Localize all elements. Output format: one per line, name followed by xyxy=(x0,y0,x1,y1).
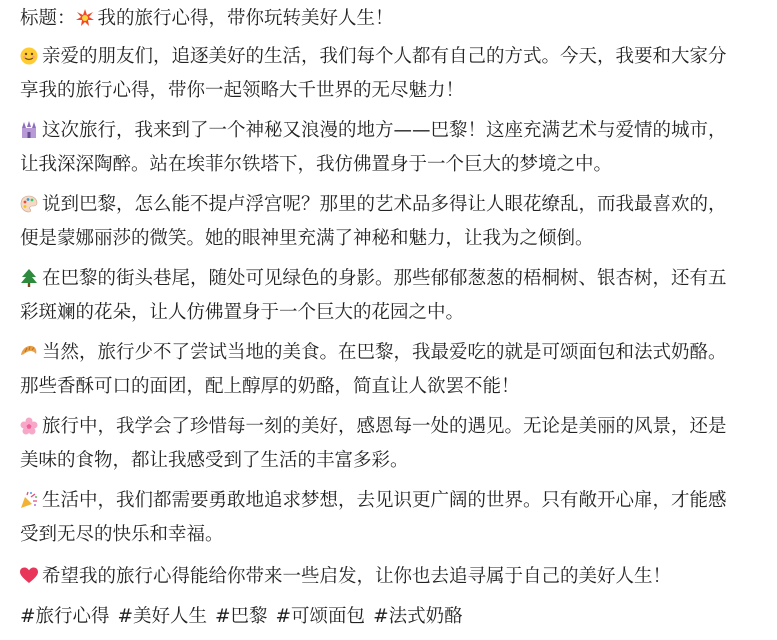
tree-icon xyxy=(20,269,38,287)
paragraph-line: 享我的旅行心得，带你一起领略大千世界的无尽魅力！ xyxy=(20,80,465,101)
hashtag[interactable]: #法式奶酪 xyxy=(373,606,463,627)
paragraph-line: 受到无尽的快乐和幸福。 xyxy=(20,524,224,545)
paragraph-paris xyxy=(20,114,765,182)
paragraph-louvre xyxy=(20,188,765,256)
paragraph-line: 这次旅行，我来到了一个神秘又浪漫的地方——巴黎！这座充满艺术与爱情的城市， xyxy=(42,120,727,141)
party-popper-icon xyxy=(20,491,38,509)
paragraph-line: 说到巴黎，怎么能不提卢浮宫呢？那里的艺术品多得让人眼花缭乱，而我最喜欢的， xyxy=(42,194,727,215)
paragraph-closing xyxy=(20,560,765,594)
title-line xyxy=(20,2,765,36)
heart-icon xyxy=(20,567,38,585)
paragraph-gratitude xyxy=(20,410,765,478)
paragraph-line: 当然，旅行少不了尝试当地的美食。在巴黎，我最爱吃的就是可颂面包和法式奶酪。 xyxy=(42,342,727,363)
paragraph-dreams xyxy=(20,484,765,552)
paragraph-line: 希望我的旅行心得能给你带来一些启发，让你也去追寻属于自己的美好人生！ xyxy=(42,566,672,587)
croissant-icon xyxy=(20,343,38,361)
burst-icon xyxy=(76,9,94,27)
paragraph-line: 便是蒙娜丽莎的微笑。她的眼神里充满了神秘和魅力，让我为之倾倒。 xyxy=(20,228,594,249)
paragraph-food xyxy=(20,336,765,404)
palette-icon xyxy=(20,195,38,213)
paragraph-greenery xyxy=(20,262,765,330)
smiley-face-icon xyxy=(20,47,38,65)
paragraph-line: 在巴黎的街头巷尾，随处可见绿色的身影。那些郁郁葱葱的梧桐树、银杏树，还有五 xyxy=(42,268,727,289)
blossom-icon xyxy=(20,417,38,435)
hashtag[interactable]: #可颂面包 xyxy=(275,606,366,627)
paragraph-line: 生活中，我们都需要勇敢地追求梦想，去见识更广阔的世界。只有敞开心扉，才能感 xyxy=(42,490,727,511)
hashtag-list xyxy=(20,600,765,634)
paragraph-line: 那些香酥可口的面团，配上醇厚的奶酪，简直让人欲罢不能！ xyxy=(20,376,520,397)
title-text: 我的旅行心得，带你玩转美好人生！ xyxy=(97,8,394,29)
hashtag[interactable]: #美好人生 xyxy=(117,606,208,627)
paragraph-line: 旅行中，我学会了珍惜每一刻的美好，感恩每一处的遇见。无论是美丽的风景，还是 xyxy=(42,416,727,437)
castle-icon xyxy=(20,121,38,139)
title-label: 标题： xyxy=(20,8,76,29)
paragraph-line: 让我深深陶醉。站在埃菲尔铁塔下，我仿佛置身于一个巨大的梦境之中。 xyxy=(20,154,613,175)
paragraph-intro xyxy=(20,40,765,108)
hashtag[interactable]: #旅行心得 xyxy=(20,606,110,627)
hashtag[interactable]: #巴黎 xyxy=(215,606,268,627)
paragraph-line: 美味的食物，都让我感受到了生活的丰富多彩。 xyxy=(20,450,409,471)
paragraph-line: 彩斑斓的花朵，让人仿佛置身于一个巨大的花园之中。 xyxy=(20,302,465,323)
paragraph-line: 亲爱的朋友们，追逐美好的生活，我们每个人都有自己的方式。今天，我要和大家分 xyxy=(42,46,727,67)
